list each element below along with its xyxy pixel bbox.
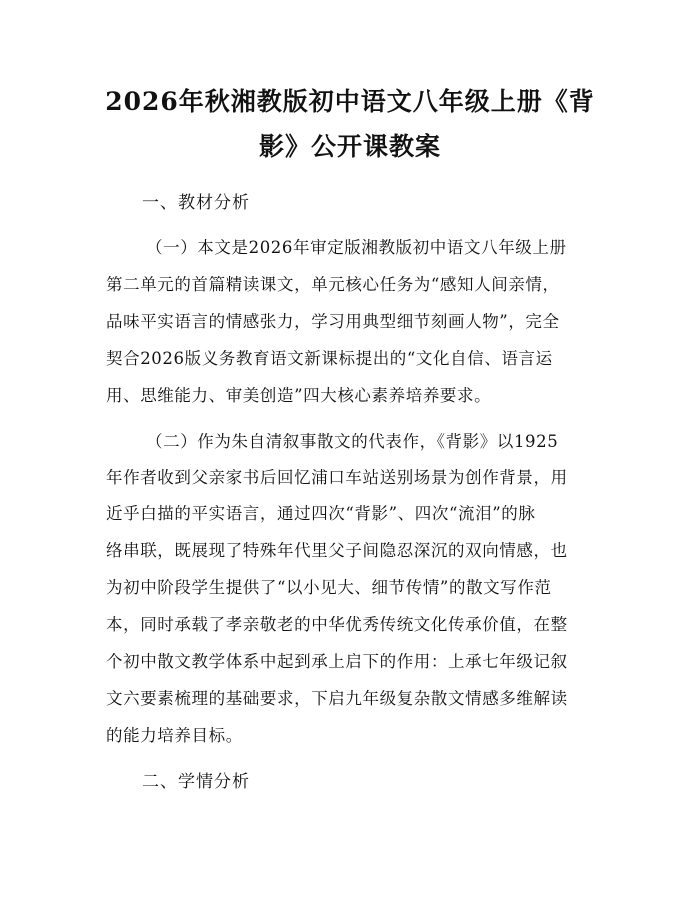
paragraph-1-line-2: 第二单元的首篇精读课文，单元核心任务为“感知人间亲情， [106, 275, 560, 294]
paragraph-1-line-3: 品味平实语言的情感张力，学习用典型细节刻画人物”，完全 [106, 312, 560, 331]
paragraph-2-line-5: 为初中阶段学生提供了“以小见大、细节传情”的散文写作范 [106, 578, 552, 597]
paragraph-2-line-9: 的能力培养目标。 [106, 726, 243, 745]
paragraph-2-line-2: 年作者收到父亲家书后回忆浦口车站送别场景为创作背景，用 [106, 468, 568, 487]
document-title-line-2: 影》公开课教案 [258, 132, 441, 161]
section-heading-learner-analysis: 二、学情分析 [142, 772, 250, 792]
paragraph-2-line-6: 本，同时承载了孝亲敬老的中华优秀传统文化传承价值，在整 [106, 615, 568, 634]
paragraph-1-line-5: 用、思维能力、审美创造”四大核心素养培养要求。 [106, 386, 492, 405]
paragraph-1-line-4: 契合2026版义务教育语文新课标提出的“文化自信、语言运 [106, 349, 553, 368]
paragraph-2-line-8: 文六要素梳理的基础要求，下启九年级复杂散文情感多维解读 [106, 689, 568, 708]
paragraph-1-line-1: （一）本文是2026年审定版湘教版初中语文八年级上册 [146, 238, 567, 257]
paragraph-2-line-1: （二）作为朱自清叙事散文的代表作，《背影》以1925 [146, 432, 559, 451]
paragraph-2-line-3: 近乎白描的平实语言，通过四次“背影”、四次“流泪”的脉 [106, 504, 536, 523]
section-heading-teaching-material-analysis: 一、教材分析 [142, 193, 250, 213]
paragraph-2-line-4: 络串联，既展现了特殊年代里父子间隐忍深沉的双向情感，也 [106, 541, 568, 560]
document-title-line-1: 2026年秋湘教版初中语文八年级上册《背 [105, 87, 595, 116]
paragraph-2-line-7: 个初中散文教学体系中起到承上启下的作用：上承七年级记叙 [106, 652, 568, 671]
